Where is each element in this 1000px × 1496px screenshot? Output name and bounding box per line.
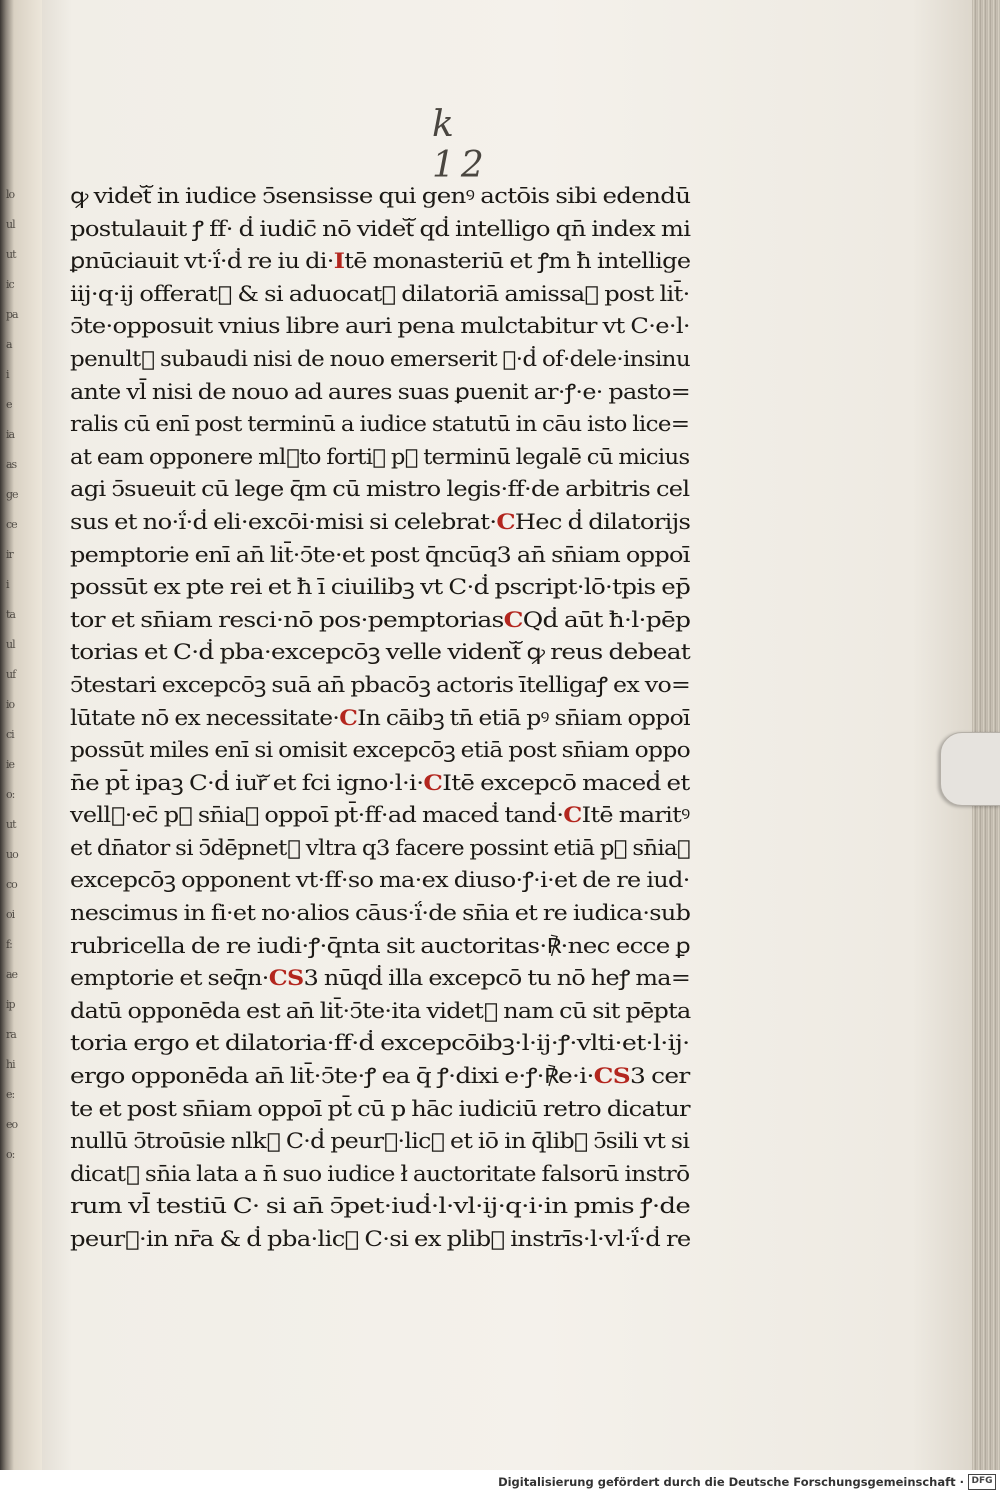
text-segment: ante vl̄ nisi de nouo ad aures suas ꝑuenit ar·ꝭ·e· pasto= xyxy=(70,379,691,404)
rubric-initial: S xyxy=(612,1063,631,1089)
text-segment: tē monasteriū et ꝭm ħ intellige xyxy=(344,249,691,274)
margin-fragment: o: xyxy=(6,1148,15,1160)
text-line xyxy=(70,180,794,213)
margin-fragment: ie xyxy=(6,758,15,771)
text-line xyxy=(70,506,784,539)
text-segment: sus et no·ḯ·ḋ eli·excōi·misi si celebrat· xyxy=(70,509,497,534)
text-line xyxy=(70,1125,769,1158)
rubric-initial: I xyxy=(333,248,345,274)
text-line xyxy=(70,213,787,246)
text-segment: ergo opponēda an̄ lit̄·ↄ̄te·ꝭ ea q̄ ꝭ·dixi e·ꝭ·℟e·i· xyxy=(70,1064,594,1089)
text-line xyxy=(70,310,784,343)
margin-fragment: oi xyxy=(6,908,15,921)
rubric-initial: C xyxy=(339,704,358,730)
margin-fragment: ci xyxy=(6,728,14,741)
rubric-initial: C xyxy=(563,802,582,828)
text-line xyxy=(70,832,743,865)
text-line xyxy=(70,1060,805,1093)
rubric-initial: C xyxy=(423,769,443,795)
page-tab-marker xyxy=(940,732,1000,806)
margin-fragment: ic xyxy=(6,278,14,291)
rubric-initial: C xyxy=(593,1063,613,1089)
text-segment: Qḋ aūt ħ·l·pēp xyxy=(522,607,691,632)
text-line xyxy=(70,734,760,767)
dfg-logo: DFG xyxy=(968,1474,996,1490)
text-segment: 3 nūqḋ illa excepcō tu nō heꝭ ma= xyxy=(303,966,691,991)
rubric-initial: C xyxy=(268,965,288,991)
text-line xyxy=(70,962,774,995)
margin-fragment: hi xyxy=(6,1058,15,1071)
text-line xyxy=(70,799,778,832)
rubric-initial: S xyxy=(287,965,304,991)
text-segment: at eam opponere mlᷓto fortiꝰ pꝰ terminū legalē cū micius xyxy=(70,444,690,469)
text-line xyxy=(70,1093,783,1126)
text-segment: nullū ↄ̄troūsie nlkᷓ C·ḋ peurᷓ·licꝫ et iō in q̄libꝫ ↄ̄sili vt si xyxy=(70,1129,690,1154)
text-line xyxy=(70,1223,787,1256)
margin-fragment: i xyxy=(6,368,9,381)
text-segment: possūt miles enī si omisit excepcōꝫ etiā post sn̄iam oppo xyxy=(70,738,691,763)
margin-fragment: ta xyxy=(6,608,15,621)
text-line xyxy=(70,441,741,474)
text-segment: ↄ̄testari excepcōꝫ suā an̄ pbacōꝫ actoris ītelligaꝭ ex vo= xyxy=(70,672,691,697)
text-line xyxy=(70,636,801,669)
text-segment: ꝑnūciauit vt·ḯ·ḋ re iu di· xyxy=(70,249,334,274)
text-segment: toria ergo et dilatoria·ff·ḋ excepcōibꝫ·l·ij·ꝭ·vlti·et·l·ij· xyxy=(70,1031,690,1056)
folio-number: k 12 xyxy=(432,104,490,186)
text-segment: postulauit ꝭ ff· ḋ iudic̄ nō videtᷓ qḋ intelligo qn̄ index mi xyxy=(70,216,691,241)
margin-fragment: ir xyxy=(6,548,13,561)
margin-fragment: ia xyxy=(6,428,15,441)
text-line xyxy=(70,1190,840,1223)
text-line xyxy=(70,930,798,963)
margin-fragment: uo xyxy=(6,848,18,861)
text-segment: pemptorie enī an̄ lit̄·ↄ̄te·et post q̄ncūq3 an̄ sn̄iam oppoī xyxy=(70,542,690,567)
margin-fragment: io xyxy=(6,698,15,711)
text-segment: te et post sn̄iam oppoī pt̄ cū p hāc iudiciū retro dicatur xyxy=(70,1096,690,1121)
margin-fragment: ra xyxy=(6,1028,16,1041)
text-segment: rubricella de re iudi·ꝭ·q̄nta sit auctoritas·℟·nec ecce ꝑ xyxy=(70,933,691,958)
left-page-text-fragments xyxy=(6,180,36,1160)
text-column xyxy=(70,180,690,1256)
text-segment: penultᷓ subaudi nisi de nouo emerserit ꝭ·ḋ of·dele·insinu xyxy=(70,346,690,371)
text-segment: Itē excepcō maceḋ et xyxy=(442,770,690,795)
text-segment: agi ↄ̄sueuit cū lege q̄m cū mistro legis·ff·de arbitris cel xyxy=(70,477,690,502)
margin-fragment: ut xyxy=(6,818,16,831)
text-line xyxy=(70,571,794,604)
text-segment: In cāibꝫ tn̄ etiā pꝰ sn̄iam oppoī xyxy=(357,705,690,730)
text-segment: iij·q·ij offeratᷓ & si aduocatꝰ dilatoriā amissaꝫ post lit̄· xyxy=(70,281,690,306)
margin-fragment: pa xyxy=(6,308,18,321)
margin-fragment: co xyxy=(6,878,17,891)
margin-fragment: lo xyxy=(6,188,15,201)
text-segment: Itē maritꝰ xyxy=(581,803,690,828)
text-segment: Hec ḋ dilatorijs xyxy=(514,509,691,534)
text-segment: possūt ex pte rei et ħ ī ciuilibꝫ vt C·ḋ pscript·lō·tpis ep̄ xyxy=(70,575,691,600)
margin-fragment: ul xyxy=(6,638,15,651)
text-segment: tor et sn̄iam resci·nō pos·pemptorias xyxy=(70,607,504,632)
text-line xyxy=(70,864,778,897)
text-line xyxy=(70,669,769,702)
text-segment: 3 cer xyxy=(630,1064,690,1089)
margin-fragment: ip xyxy=(6,998,15,1011)
text-line xyxy=(70,539,778,572)
text-segment: peurᷓ·in nr̄a & ḋ pba·licꝫ C·si ex plibꝫ instrīs·l·vl·ḯ·ḋ re xyxy=(70,1227,691,1251)
text-line xyxy=(70,1158,758,1191)
text-segment: rum vl̄ testiū C· si an̄ ↄ̄pet·iuḋ·l·vl·ij·q·i·in pmis ꝭ·de xyxy=(70,1194,691,1219)
text-line xyxy=(70,343,749,376)
text-segment: n̄e pt̄ ipaꝫ C·ḋ iurᷓ et fci igno·l·i· xyxy=(70,770,424,795)
margin-fragment: eo xyxy=(6,1118,18,1131)
text-line xyxy=(70,473,783,506)
margin-fragment: as xyxy=(6,458,17,471)
text-line xyxy=(70,604,807,637)
text-segment: ralis cū enī post terminū a iudice statutū in cāu isto lice= xyxy=(70,412,690,437)
margin-fragment: ge xyxy=(6,488,18,501)
text-line xyxy=(70,995,774,1028)
text-line xyxy=(70,408,749,441)
footer-bar xyxy=(0,1470,1000,1496)
text-line xyxy=(70,767,795,800)
text-line xyxy=(70,897,776,930)
rubric-initial: C xyxy=(503,606,523,632)
text-line xyxy=(70,1027,818,1060)
text-segment: emptorie et seq̄n· xyxy=(70,966,269,991)
text-segment: datū opponēda est an̄ lit̄·ↄ̄te·ita videtᷓ nam cū sit pēpta xyxy=(70,998,691,1023)
margin-fragment: o: xyxy=(6,788,15,801)
margin-fragment: e xyxy=(6,398,12,411)
text-segment: torias et C·ḋ pba·excepcōꝫ velle videntᷓ ꝙ reus debeat xyxy=(70,640,690,665)
margin-fragment: f: xyxy=(6,938,12,951)
margin-fragment: ae xyxy=(6,968,18,981)
margin-fragment: ce xyxy=(6,518,17,531)
text-segment: vellᷓ·ec̄ pꝰ sn̄iaꝫ oppoī pt̄·ff·ad maceḋ tanḋ· xyxy=(70,803,564,828)
text-line xyxy=(70,702,761,735)
text-line xyxy=(70,376,774,409)
text-line xyxy=(70,245,779,278)
margin-fragment: uf xyxy=(6,668,16,681)
rubric-initial: C xyxy=(496,508,515,534)
text-line xyxy=(70,278,784,311)
text-segment: excepcōꝫ opponent vt·ff·so ma·ex diuso·ꝭ·i·et de re iud· xyxy=(70,868,690,893)
margin-fragment: e: xyxy=(6,1088,15,1101)
left-page-edge xyxy=(0,0,42,1470)
text-segment: et dn̄ator si ↄ̄dēpnetᷓ vltra q3 facere possint etiā pꝰ sn̄iaꝫ xyxy=(70,835,691,860)
funding-credit: Digitalisierung gefördert durch die Deutsche Forschungsgemeinschaft · xyxy=(498,1475,964,1489)
text-segment: ↄ̄te·opposuit vnius libre auri pena mulctabitur vt C·e·l· xyxy=(70,314,690,339)
margin-fragment: ut xyxy=(6,248,16,261)
margin-fragment: ul xyxy=(6,218,15,231)
text-segment: ꝙ videtᷓ in iudice ↄ̄sensisse qui genꝰ actōis sibi edendū xyxy=(70,184,691,208)
text-segment: dicatᷓ sn̄ia lata a n̄ suo iudice ł auctoritate falsorū instrō xyxy=(70,1161,690,1186)
text-segment: lūtate nō ex necessitate· xyxy=(70,705,340,730)
margin-fragment: a xyxy=(6,338,12,351)
text-segment: nescimus in fi·et no·alios cāus·ḯ·de sn̄ia et re iudica·sub xyxy=(70,901,691,926)
margin-fragment: i xyxy=(6,578,9,591)
